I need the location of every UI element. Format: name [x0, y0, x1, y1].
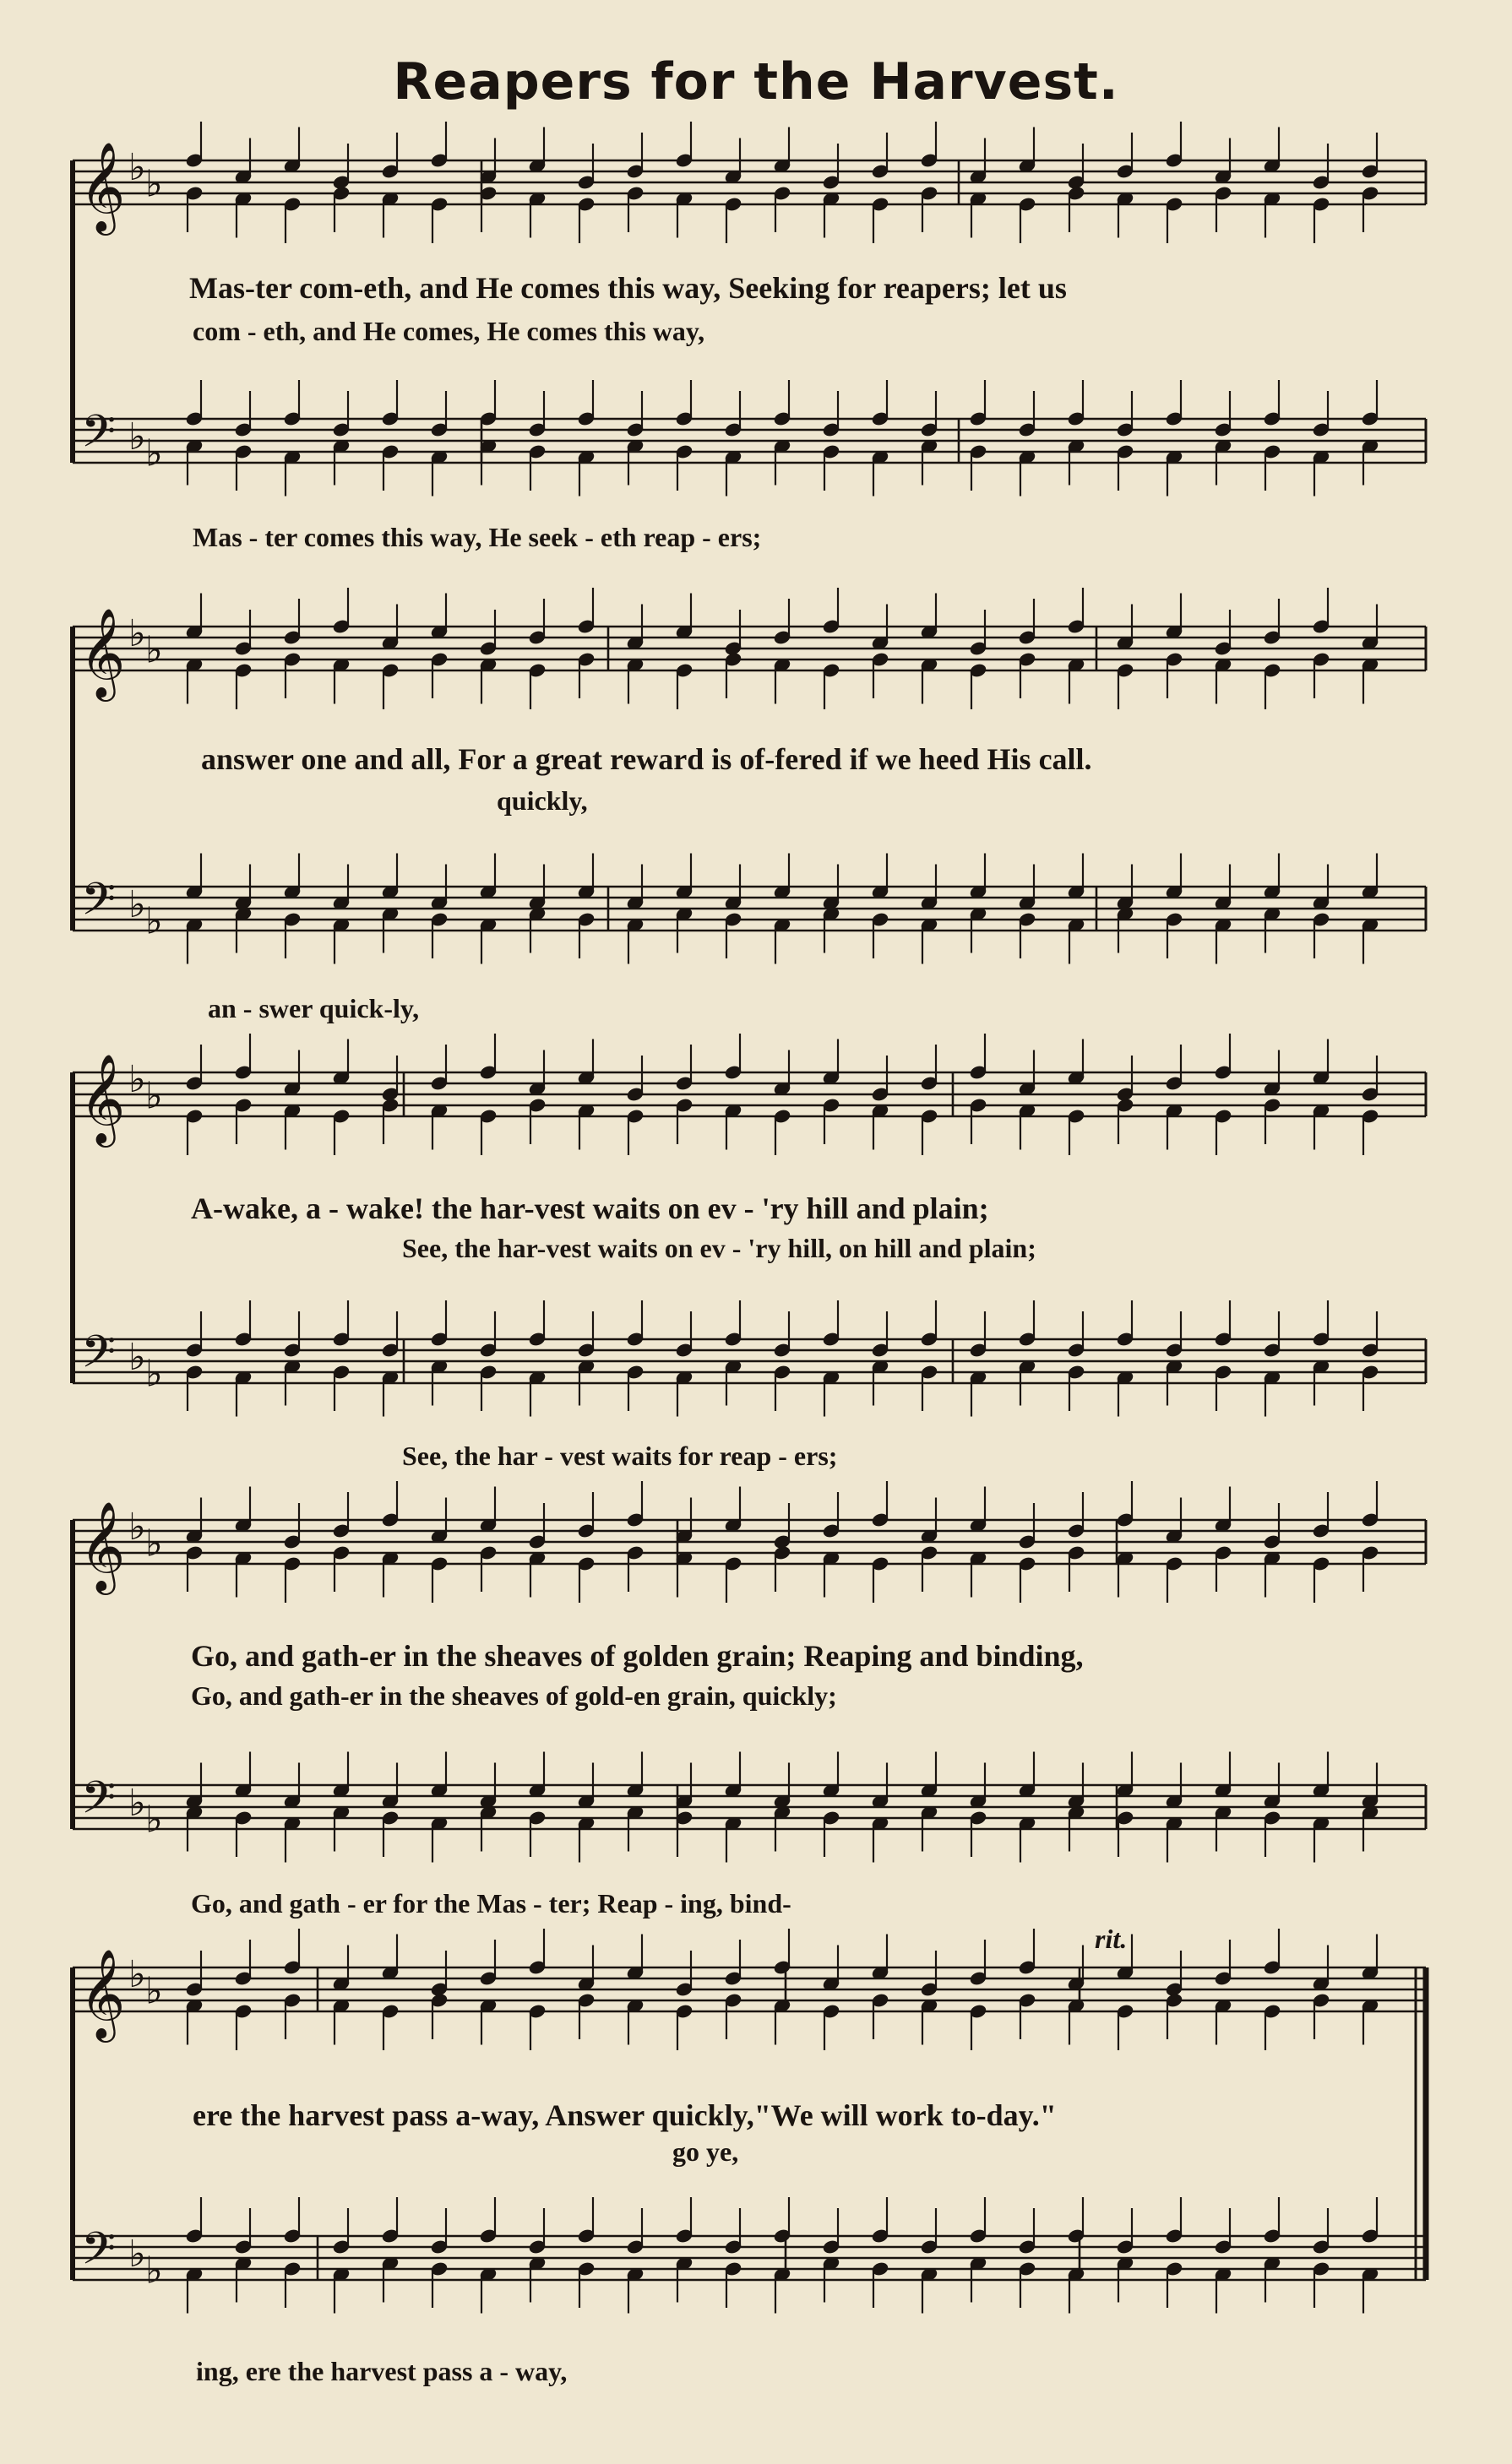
- system-3-bass-lyrics: See, the har - vest waits for reap - ers;: [402, 1441, 838, 1471]
- system-1-bass-lyrics: Mas - ter comes this way, He seek - eth reap - ers;: [193, 522, 762, 552]
- treble-clef-icon: 𝄞: [79, 1501, 126, 1591]
- system-5-alto-lyrics: go ye,: [672, 2136, 739, 2167]
- system-4-bass-lyrics: Go, and gath - er for the Mas - ter; Reap - ing, bind-: [191, 1888, 791, 1919]
- system-3-treble-lyrics: A-wake, a - wake! the har-vest waits on ev - 'ry hill and plain;: [191, 1191, 989, 1225]
- flat-sign-icon: ♭: [145, 162, 163, 206]
- flat-sign-icon: ♭: [128, 1506, 146, 1549]
- system-1-treble-lyrics: Mas-ter com-eth, and He comes this way, Seeking for reapers; let us: [189, 271, 1067, 305]
- flat-sign-icon: ♭: [145, 1074, 163, 1118]
- system-2-bass-lyrics: an - swer quick-ly,: [208, 993, 420, 1023]
- system-4-treble-lyrics: Go, and gath-er in the sheaves of golden grain; Reaping and binding,: [191, 1639, 1084, 1673]
- system-1-alto-lyrics: com - eth, and He comes, He comes this way,: [193, 316, 705, 346]
- flat-sign-icon: ♭: [145, 628, 163, 672]
- treble-clef-icon: 𝄞: [79, 1948, 126, 2038]
- treble-clef-icon: 𝄞: [79, 141, 126, 231]
- system-3-alto-lyrics: See, the har-vest waits on ev - 'ry hill, on hill and plain;: [402, 1233, 1036, 1263]
- bass-clef-icon: 𝄢: [81, 406, 117, 469]
- flat-sign-icon: ♭: [128, 2233, 146, 2276]
- flat-sign-icon: ♭: [128, 1336, 146, 1379]
- flat-sign-icon: ♭: [128, 146, 146, 189]
- system-2-alto-lyrics: quickly,: [497, 785, 588, 816]
- treble-clef-icon: 𝄞: [79, 1053, 126, 1143]
- hymn-title: Reapers for the Harvest.: [393, 52, 1119, 111]
- flat-sign-icon: ♭: [145, 899, 163, 943]
- flat-sign-icon: ♭: [128, 612, 146, 655]
- flat-sign-icon: ♭: [128, 415, 146, 459]
- system-4-alto-lyrics: Go, and gath-er in the sheaves of gold-en grain, quickly;: [191, 1680, 837, 1711]
- flat-sign-icon: ♭: [145, 1798, 163, 1842]
- system-2-treble-lyrics: answer one and all, For a great reward is of-fered if we heed His call.: [201, 742, 1092, 776]
- flat-sign-icon: ♭: [145, 1522, 163, 1566]
- bass-clef-icon: 𝄢: [81, 1327, 117, 1389]
- bass-clef-icon: 𝄢: [81, 2223, 117, 2286]
- flat-sign-icon: ♭: [145, 2249, 163, 2293]
- flat-sign-icon: ♭: [145, 1352, 163, 1396]
- system-5-treble-lyrics: ere the harvest pass a-way, Answer quickly,"We will work to-day.": [193, 2098, 1057, 2132]
- flat-sign-icon: ♭: [128, 883, 146, 926]
- bass-clef-icon: 𝄢: [81, 1772, 117, 1835]
- bass-clef-icon: 𝄢: [81, 874, 117, 936]
- flat-sign-icon: ♭: [128, 1953, 146, 1996]
- flat-sign-icon: ♭: [145, 1969, 163, 2013]
- flat-sign-icon: ♭: [128, 1782, 146, 1825]
- flat-sign-icon: ♭: [128, 1058, 146, 1101]
- system-5-bass-lyrics: ing, ere the harvest pass a - way,: [196, 2356, 568, 2386]
- flat-sign-icon: ♭: [145, 431, 163, 475]
- ritardando-mark: rit.: [1095, 1924, 1128, 1954]
- treble-clef-icon: 𝄞: [79, 607, 126, 697]
